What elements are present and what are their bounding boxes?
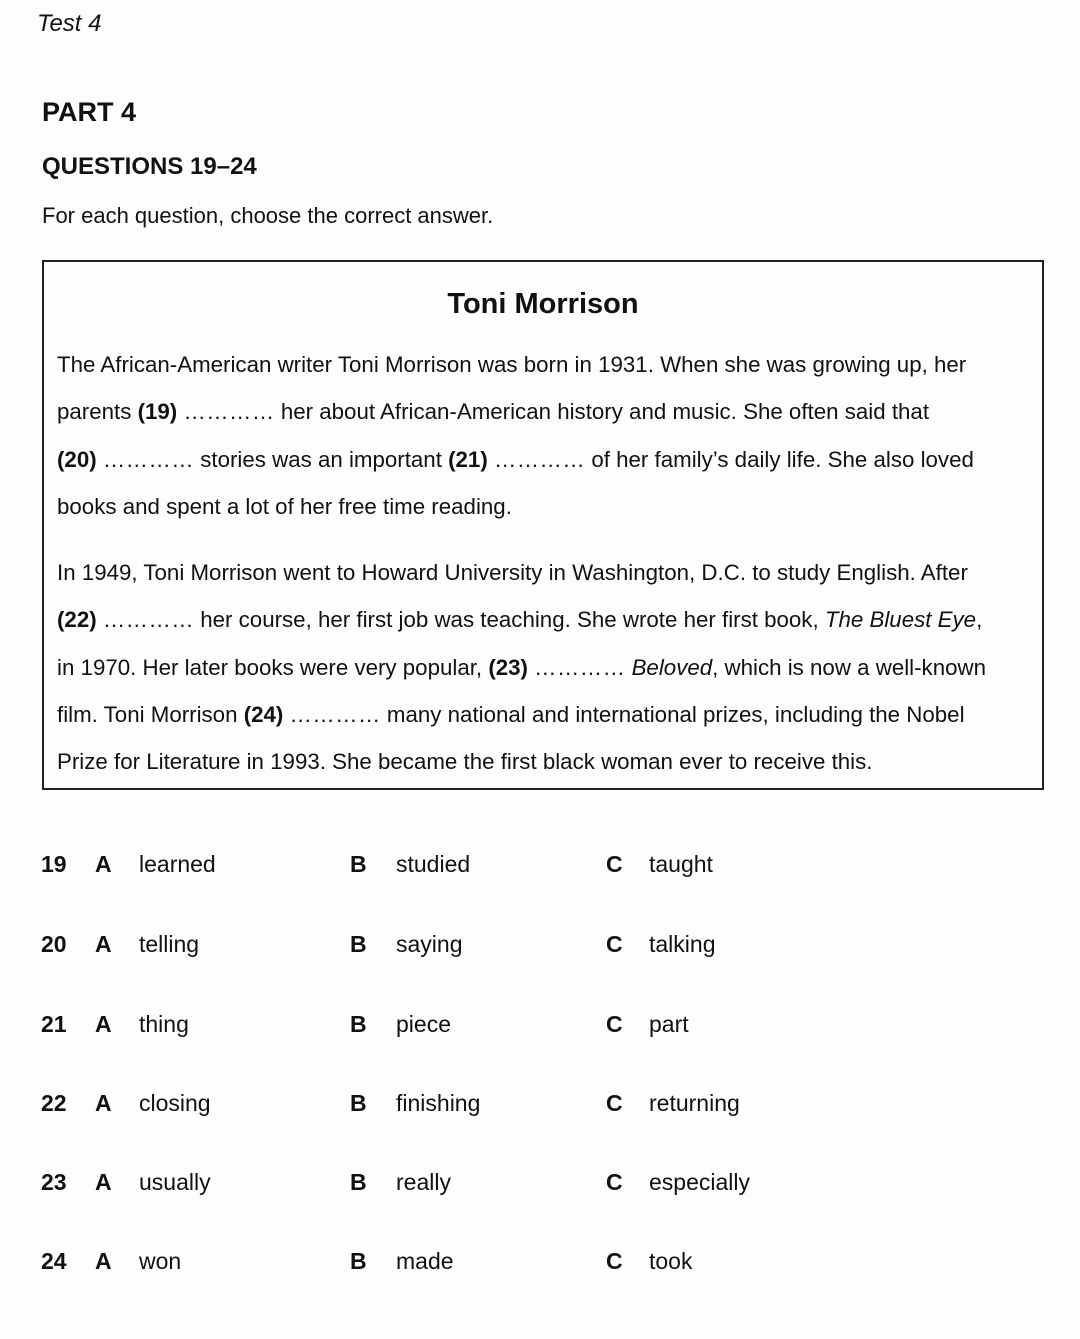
option-a[interactable]: usually <box>139 1169 211 1195</box>
question-row <box>0 931 1080 971</box>
running-head: Test 4 <box>37 10 102 37</box>
option-letter-c[interactable]: C <box>606 1090 623 1116</box>
option-a[interactable]: thing <box>139 1011 189 1037</box>
option-letter-b[interactable]: B <box>350 851 367 877</box>
gap-dots: ………… <box>102 446 195 472</box>
option-b[interactable]: really <box>396 1169 451 1195</box>
option-letter-a[interactable]: A <box>95 1011 112 1037</box>
option-a[interactable]: won <box>139 1248 182 1274</box>
book-title: Beloved <box>631 654 713 680</box>
question-row <box>0 1090 1080 1130</box>
text-span: of her family’s daily life. She also loved <box>585 446 974 472</box>
gap-23: (23) <box>488 654 528 680</box>
text-title: Toni Morrison <box>447 288 639 320</box>
text-span: her course, her first job was teaching. She wrote her first book, <box>194 607 825 633</box>
gap-dots: ………… <box>493 446 586 472</box>
option-b[interactable]: made <box>396 1248 454 1274</box>
option-letter-a[interactable]: A <box>95 1248 112 1274</box>
gap-22: (22) <box>57 607 97 633</box>
question-number: 23 <box>41 1169 67 1195</box>
option-letter-a[interactable]: A <box>95 851 112 877</box>
option-letter-c[interactable]: C <box>606 1248 623 1274</box>
option-letter-c[interactable]: C <box>606 1011 623 1037</box>
option-c[interactable]: especially <box>649 1169 750 1195</box>
option-letter-b[interactable]: B <box>350 1248 367 1274</box>
text-span: The African-American writer Toni Morrison was born in 1931. When she was growing up, her <box>57 352 967 377</box>
instructions: For each question, choose the correct answer. <box>42 203 494 228</box>
question-row <box>0 851 1080 891</box>
text-span: film. Toni Morrison <box>57 701 244 727</box>
option-a[interactable]: learned <box>139 851 216 877</box>
question-row <box>0 1169 1080 1209</box>
option-letter-b[interactable]: B <box>350 931 367 957</box>
option-c[interactable]: returning <box>649 1090 740 1116</box>
text-span: books and spent a lot of her free time reading. <box>57 493 512 519</box>
gap-24: (24) <box>243 701 284 727</box>
option-c[interactable]: talking <box>649 931 716 957</box>
gap-20: (20) <box>57 446 97 472</box>
question-number: 22 <box>41 1090 67 1116</box>
option-b[interactable]: piece <box>396 1011 451 1037</box>
question-row <box>0 1011 1080 1051</box>
option-letter-b[interactable]: B <box>350 1011 367 1037</box>
text-span: , which is now a well-known <box>712 654 987 680</box>
gap-dots: ………… <box>534 654 626 680</box>
question-number: 21 <box>41 1011 67 1037</box>
text-span: parents <box>57 399 138 425</box>
questions-heading: QUESTIONS 19–24 <box>42 153 257 180</box>
option-c[interactable]: taught <box>649 851 713 877</box>
text-span: In 1949, Toni Morrison went to Howard University in Washington, D.C. to study English. After <box>57 560 968 585</box>
option-b[interactable]: studied <box>396 851 471 877</box>
text-span: many national and international prizes, including the Nobel <box>380 701 965 727</box>
option-letter-c[interactable]: C <box>606 931 623 957</box>
option-letter-a[interactable]: A <box>95 1090 112 1116</box>
gap-dots: ………… <box>102 607 195 633</box>
question-number: 20 <box>41 931 67 957</box>
text-span: her about African-American history and music. She often said that <box>274 399 930 425</box>
option-letter-c[interactable]: C <box>606 1169 623 1195</box>
part-heading: PART 4 <box>42 97 137 127</box>
text-span: stories was an important <box>194 446 449 472</box>
option-letter-a[interactable]: A <box>95 931 112 957</box>
question-row <box>0 1248 1080 1288</box>
book-title: The Bluest Eye <box>824 607 977 633</box>
text-span: in 1970. Her later books were very popular, <box>57 654 489 680</box>
gap-19: (19) <box>137 399 178 425</box>
option-c[interactable]: took <box>649 1248 693 1274</box>
gap-dots: ………… <box>183 399 275 425</box>
option-b[interactable]: saying <box>396 931 463 957</box>
gap-dots: ………… <box>289 701 381 727</box>
text-span: , <box>976 607 983 633</box>
question-number: 19 <box>41 851 67 877</box>
option-letter-a[interactable]: A <box>95 1169 112 1195</box>
option-letter-b[interactable]: B <box>350 1169 367 1195</box>
option-b[interactable]: finishing <box>396 1090 481 1116</box>
option-letter-b[interactable]: B <box>350 1090 367 1116</box>
gap-21: (21) <box>448 446 488 472</box>
text-span: Prize for Literature in 1993. She became the first black woman ever to receive this. <box>57 749 873 775</box>
option-c[interactable]: part <box>649 1011 689 1037</box>
option-a[interactable]: telling <box>139 931 200 957</box>
option-letter-c[interactable]: C <box>606 851 623 877</box>
question-number: 24 <box>41 1248 67 1274</box>
option-a[interactable]: closing <box>139 1090 211 1116</box>
